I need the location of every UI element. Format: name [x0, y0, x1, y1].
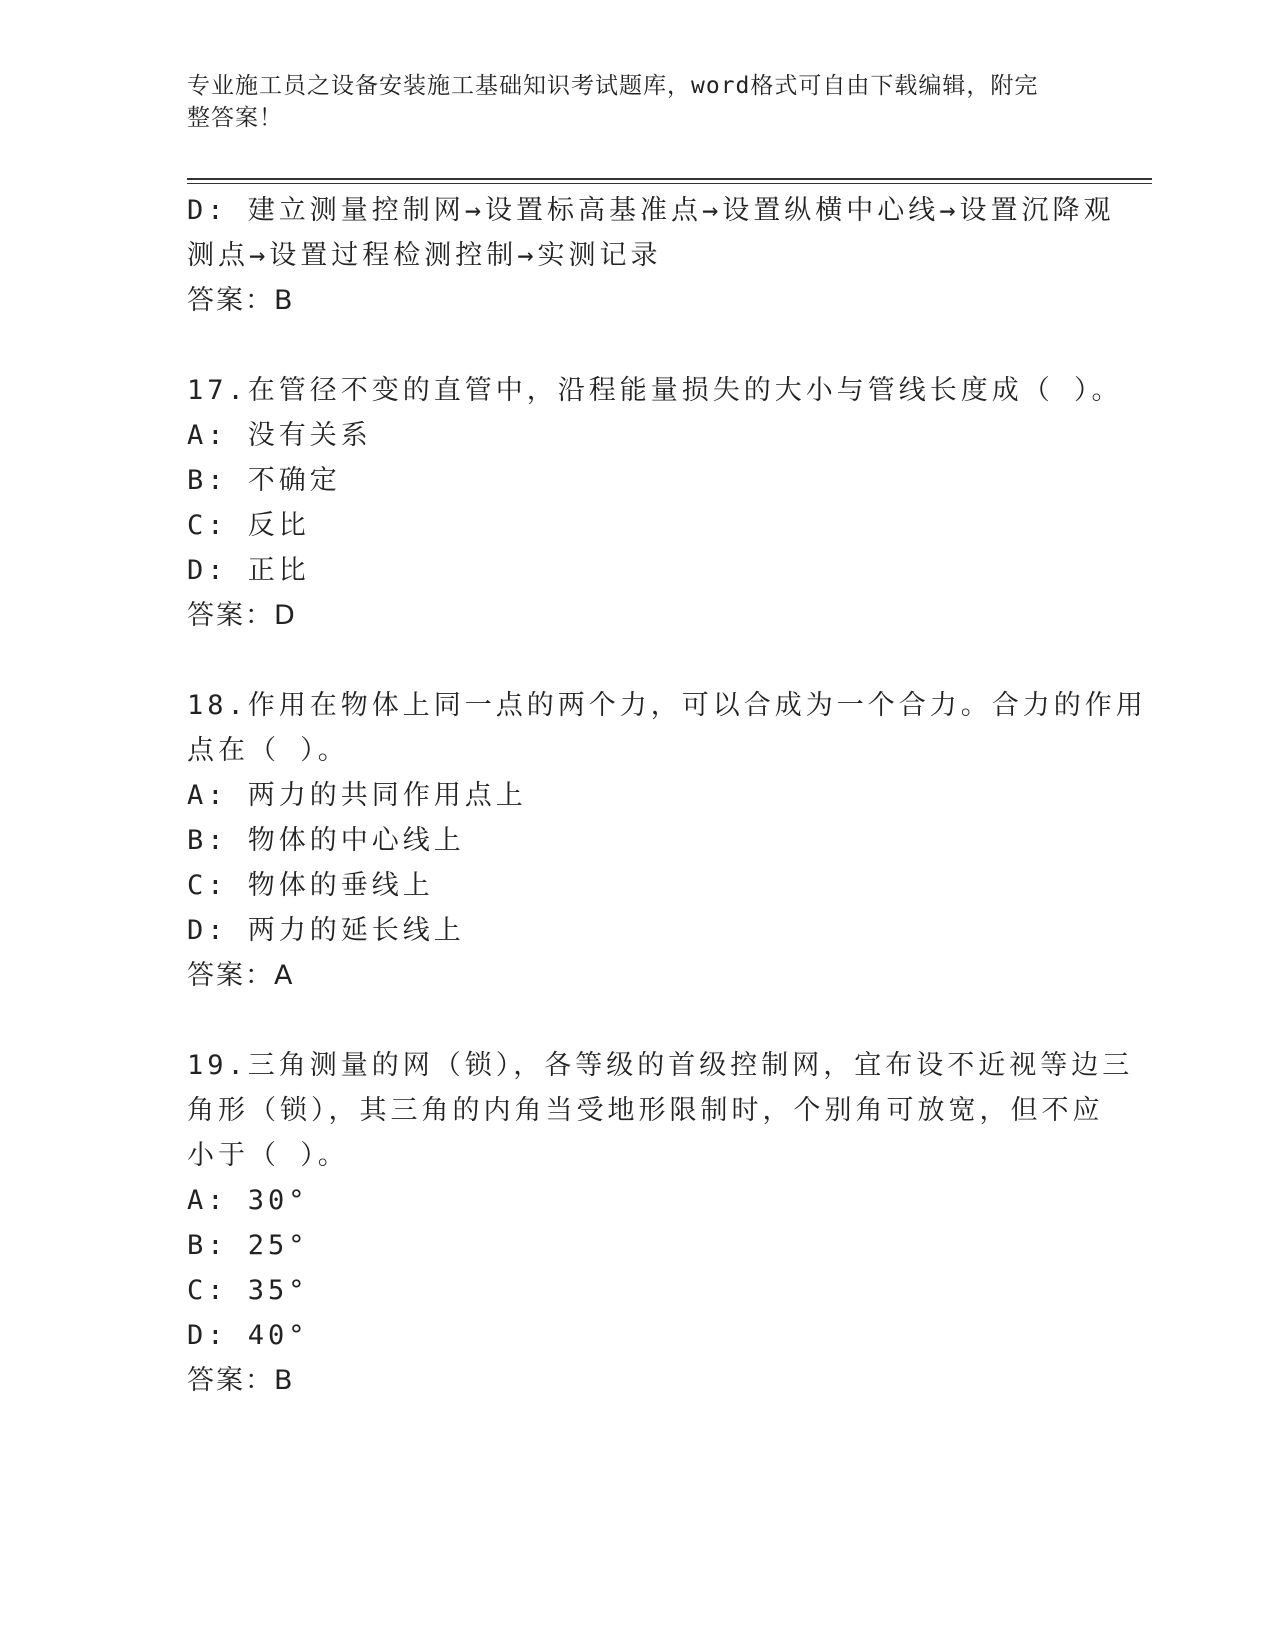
question-17-option-d: D: 正比 — [187, 555, 310, 586]
question-19-stem-line-2: 角形（锁），其三角的内角当受地形限制时，个别角可放宽，但不应 — [187, 1095, 1104, 1126]
header-line-2: 整答案！ — [187, 105, 283, 131]
option-d-line-1: D: 建立测量控制网→设置标高基准点→设置纵横中心线→设置沉降观 — [187, 195, 1115, 226]
header-line-1: 专业施工员之设备安装施工基础知识考试题库，word格式可自由下载编辑，附完 — [187, 73, 1039, 99]
question-17-option-a: A: 没有关系 — [187, 420, 372, 451]
option-d-line-2: 测点→设置过程检测控制→实测记录 — [187, 240, 662, 271]
header-divider-thin — [187, 183, 1152, 184]
question-19-option-d: D: 40° — [187, 1320, 309, 1351]
question-18-option-c: C: 物体的垂线上 — [187, 870, 434, 901]
question-19-option-b: B: 25° — [187, 1230, 309, 1261]
question-18-option-a: A: 两力的共同作用点上 — [187, 780, 527, 811]
answer-16: 答案：B — [187, 285, 295, 316]
question-17-option-b: B: 不确定 — [187, 465, 341, 496]
question-19-option-c: C: 35° — [187, 1275, 309, 1306]
question-17 — [187, 368, 1123, 638]
header-divider-thick — [187, 178, 1152, 180]
answer-18: 答案：A — [187, 960, 295, 991]
question-18-stem-line-2: 点在（ ）。 — [187, 735, 349, 766]
question-19-stem-line-3: 小于（ ）。 — [187, 1140, 349, 1171]
question-18-stem-line-1: 18.作用在物体上同一点的两个力，可以合成为一个合力。合力的作用 — [187, 690, 1147, 721]
question-19-option-a: A: 30° — [187, 1185, 309, 1216]
question-16-tail — [187, 188, 1115, 323]
answer-19: 答案：B — [187, 1365, 295, 1396]
question-17-option-c: C: 反比 — [187, 510, 310, 541]
question-content — [187, 188, 1147, 1403]
answer-17: 答案：D — [187, 600, 297, 631]
question-17-stem: 17.在管径不变的直管中，沿程能量损失的大小与管线长度成（ ）。 — [187, 375, 1123, 406]
question-19 — [187, 1043, 1134, 1403]
document-header — [187, 70, 1067, 134]
question-18 — [187, 683, 1147, 998]
question-18-option-d: D: 两力的延长线上 — [187, 915, 465, 946]
question-19-stem-line-1: 19.三角测量的网（锁），各等级的首级控制网，宜布设不近视等边三 — [187, 1050, 1134, 1081]
question-18-option-b: B: 物体的中心线上 — [187, 825, 465, 856]
